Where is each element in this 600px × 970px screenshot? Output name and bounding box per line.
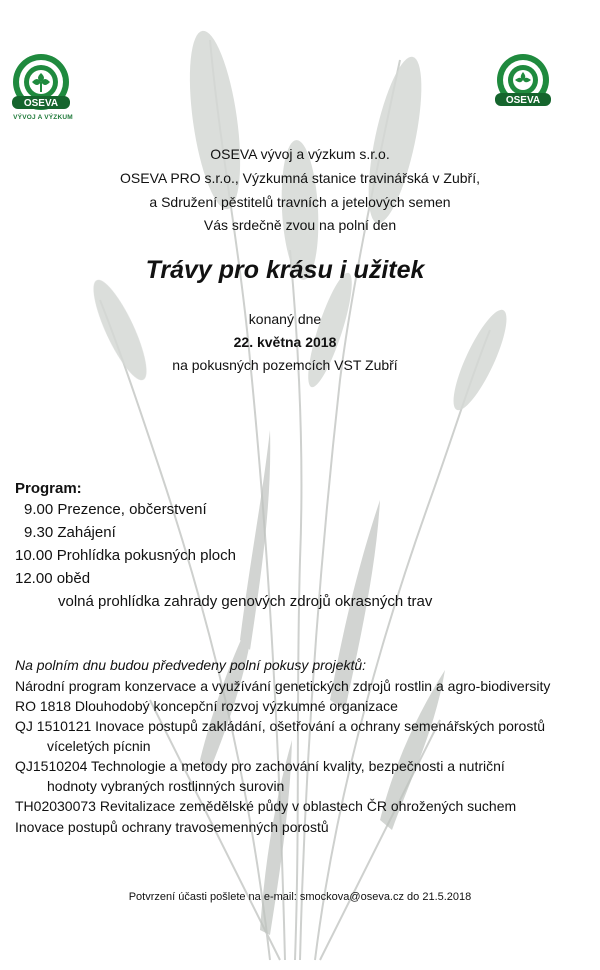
- program-item: 9.00 Prezence, občerstvení: [24, 501, 207, 518]
- event-date: 22. května 2018: [233, 334, 337, 350]
- project-line: Inovace postupů ochrany travosemenných porostů: [15, 819, 329, 835]
- event-title: Trávy pro krásu i užitek: [145, 256, 425, 284]
- event-place: na pokusných pozemcích VST Zubří: [172, 357, 398, 373]
- projects-intro: Na polním dnu budou předvedeny polní pokusy projektů:: [15, 657, 367, 673]
- oseva-logo-right: [490, 52, 556, 118]
- svg-text:OSEVA: OSEVA: [23, 98, 59, 109]
- confirmation-note: Potvrzení účasti pošlete na e-mail: smockova@oseva.cz do 21.5.2018: [128, 891, 472, 903]
- project-line: TH02030073 Revitalizace zemědělské půdy v oblastech ČR ohrožených suchem: [15, 798, 517, 814]
- header-line-3: a Sdružení pěstitelů travních a jetelových semen: [149, 194, 451, 210]
- header-line-4: Vás srdečně zvou na polní den: [203, 217, 397, 233]
- event-held-label: konaný dne: [248, 311, 322, 327]
- logo-tagline: VÝVOJ A VÝZKUM: [13, 114, 73, 121]
- svg-text:OSEVA: OSEVA: [505, 95, 541, 106]
- project-line: hodnoty vybraných rostlinných surovin: [47, 778, 285, 794]
- program-heading: Program:: [15, 480, 82, 497]
- project-line: QJ1510204 Technologie a metody pro zachování kvality, bezpečnosti a nutriční: [15, 758, 505, 774]
- header-line-1: OSEVA vývoj a výzkum s.r.o.: [210, 146, 390, 162]
- project-line: víceletých pícnin: [47, 738, 151, 754]
- project-line: RO 1818 Dlouhodobý koncepční rozvoj výzkumné organizace: [15, 698, 398, 714]
- program-item: 10.00 Prohlídka pokusných ploch: [15, 547, 236, 564]
- program-item: 12.00 oběd: [15, 570, 91, 587]
- program-item: 9.30 Zahájení: [24, 524, 116, 541]
- project-line: QJ 1510121 Inovace postupů zakládání, ošetřování a ochrany semenářských porostů: [15, 718, 545, 734]
- program-item: volná prohlídka zahrady genových zdrojů okrasných trav: [58, 593, 433, 610]
- oseva-logo-left: [6, 52, 76, 122]
- project-line: Národní program konzervace a využívání genetických zdrojů rostlin a agro-biodiversity: [15, 678, 551, 694]
- header-line-2: OSEVA PRO s.r.o., Výzkumná stanice travinářská v Zubří,: [120, 170, 480, 186]
